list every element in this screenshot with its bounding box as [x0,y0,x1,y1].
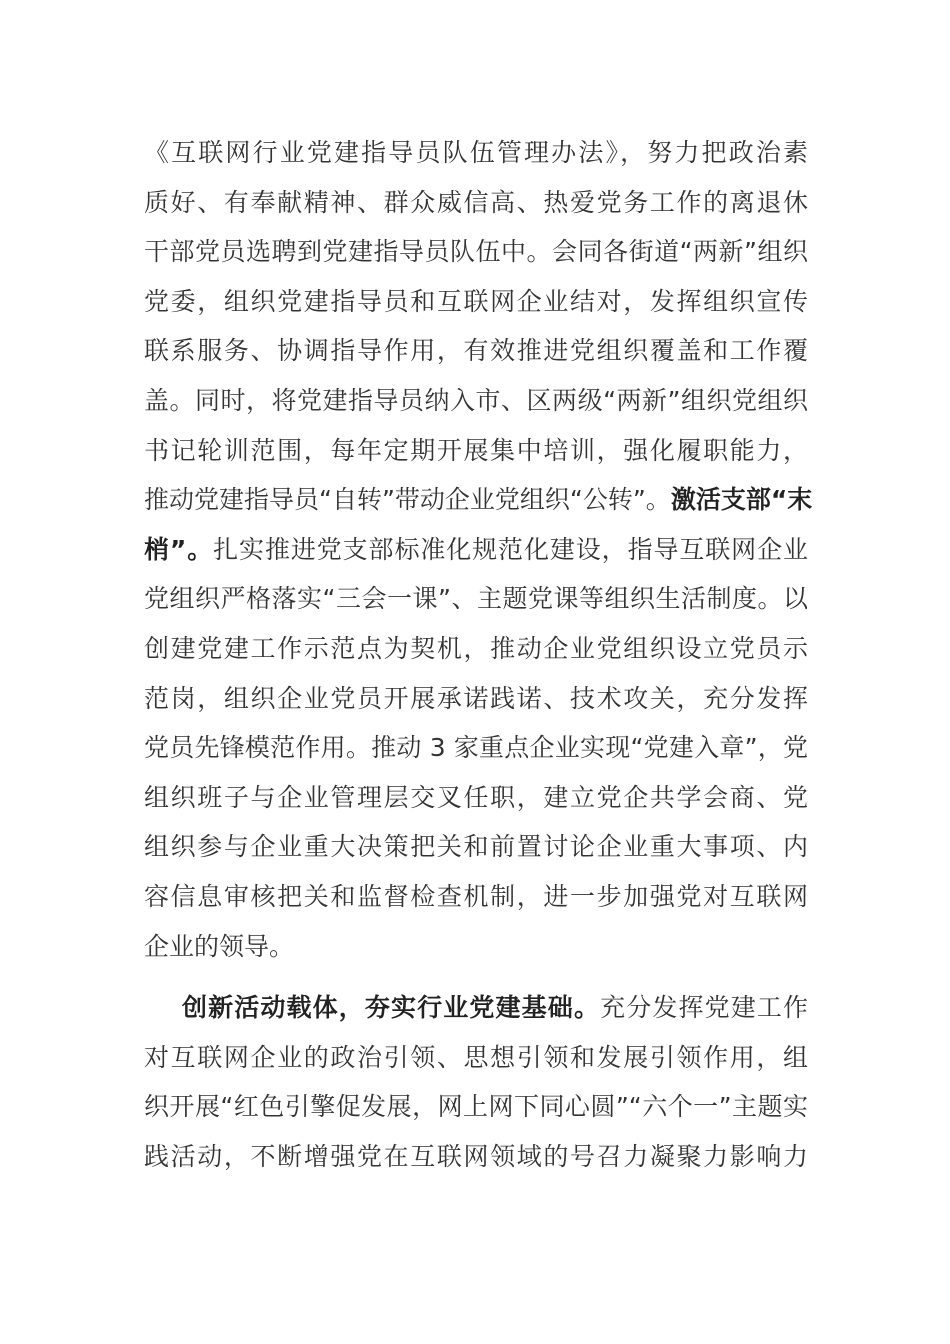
text-line [144,983,808,1033]
text-line: 创建党建工作示范点为契机，推动企业党组织设立党员示 [144,633,808,663]
text-line [144,475,813,525]
bold-heading: 梢”。 [144,534,214,564]
bold-heading: 创新活动载体，夯实行业党建基础。 [182,993,601,1023]
text-line: 党组织严格落实“三会一课”、主题党课等组织生活制度。以 [144,584,808,614]
paragraph-party-building-instructors [144,128,813,971]
text-line: 范岗，组织企业党员开展承诺践诺、技术攻关，充分发挥 [144,683,808,713]
text-segment: 扎实推进党支部标准化规范化建设，指导互联网企业 [213,534,808,564]
text-line: 企业的领导。 [144,931,295,961]
text-line: 干部党员选聘到党建指导员队伍中。会同各街道“两新”组织 [144,237,808,267]
text-line: 践活动，不断增强党在互联网领域的号召力凝聚力影响力 [144,1141,808,1171]
text-line: 质好、有奉献精神、群众威信高、热爱党务工作的离退休 [144,187,808,217]
text-line: 党员先锋模范作用。推动 3 家重点企业实现“党建入章”，党 [144,733,808,763]
text-line: 组织参与企业重大决策把关和前置讨论企业重大事项、内 [144,832,808,862]
document-body [144,128,813,1181]
text-line: 书记轮训范围，每年定期开展集中培训，强化履职能力， [144,435,808,465]
text-line [144,525,808,575]
text-line: 对互联网企业的政治引领、思想引领和发展引领作用，组 [144,1042,808,1072]
text-line: 《互联网行业党建指导员队伍管理办法》，努力把政治素 [144,138,808,167]
paragraph-innovative-activities [144,983,808,1181]
text-line: 组织班子与企业管理层交叉任职，建立党企共学会商、党 [144,782,808,812]
text-segment: 充分发挥党建工作 [600,993,808,1023]
text-line: 党委，组织党建指导员和互联网企业结对，发挥组织宣传 [144,286,808,316]
text-segment: 推动党建指导员“自转”带动企业党组织“公转”。 [144,485,671,515]
bold-heading: 激活支部“末 [670,485,813,515]
text-line: 织开展“红色引擎促发展，网上网下同心圆”“六个一”主题实 [144,1092,808,1122]
text-line: 盖。同时，将党建指导员纳入市、区两级“两新”组织党组织 [144,385,808,415]
text-line: 容信息审核把关和监督检查机制，进一步加强党对互联网 [144,881,808,911]
text-line: 联系服务、协调指导作用，有效推进党组织覆盖和工作覆 [144,336,808,366]
